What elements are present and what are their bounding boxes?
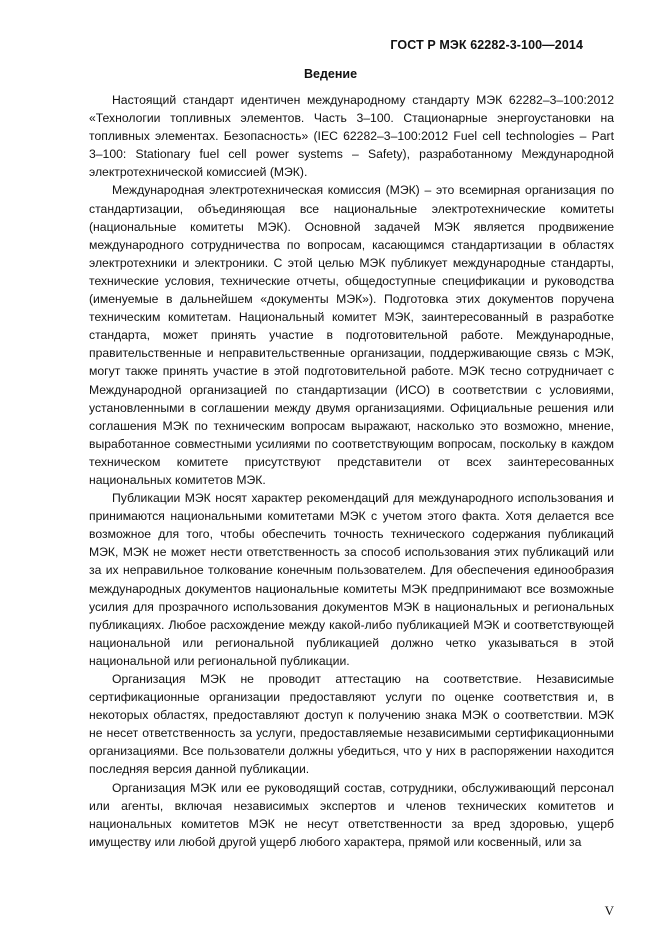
standard-code-header: ГОСТ Р МЭК 62282-3-100—2014 [390,38,583,52]
paragraph-iec-description: Международная электротехническая комиссия (МЭК) – это всемирная организация по стандартизации, объединяющая все национальные электротехнические комитеты (национальные комитеты МЭК). Основной задачей МЭК является продвижение международного сотрудничества по вопросам, касающимся стандартизации в областях электротехники и электроники. С этой целью МЭК публикует международные стандарты, технические условия, технические отчеты, общедоступные спецификации и руководства (именуемые в дальнейшем «документы МЭК»). Подготовка этих документов поручена техническим комитетам. Национальный комитет МЭК, заинтересованный в разработке стандарта, может принять участие в подготовительной работе. Международные, правительственные и неправительственные организации, поддерживающие связь с МЭК, могут также принять участие в этой подготовительной работе. МЭК тесно сотрудничает с Международной организацией по стандартизации (ИСО) в соответствии с условиями, установленными в соглашении между двумя организациями. Официальные решения или соглашения МЭК по техническим вопросам выражают, насколько это возможно, мнение, выработанное совместными усилиями по соответствующим вопросам, поскольку в каждом техническом комитете присутствуют представители от всех заинтересованных национальных комитетов МЭК. [89,183,614,487]
paragraph-liability: Организация МЭК или ее руководящий состав, сотрудники, обслуживающий персонал или агенты, включая независимых экспертов и членов технических комитетов и национальных комитетов МЭК не несут ответственности за вред здоровью, ущерб имуществу или любой другой ущерб любого характера, прямой или косвенный, или за [89,780,614,849]
section-title: Ведение [303,67,358,81]
paragraph-publications: Публикации МЭК носят характер рекомендаций для международного использования и принимаются национальными комитетами МЭК с учетом этого факта. Хотя делается все возможное для того, чтобы обеспечить точность технического содержания публикаций МЭК, МЭК не может нести ответственность за способ использования этих публикаций или за их неправильное толкование конечным пользователем. Для обеспечения единообразия международных документов национальные комитеты МЭК предпринимают все возможные усилия для прозрачного использования документов МЭК в национальных и региональных публикациях. Любое расхождение между какой-либо публикацией МЭК и соответствующей национальной или региональной публикацией должно четко указываться в этой национальной или региональной публикации. [89,491,614,668]
page-number: V [604,903,614,918]
paragraph-standard-identity: Настоящий стандарт идентичен международному стандарту МЭК 62282–3–100:2012 «Технологии топливных элементов. Часть 3–100. Стационарные энергоустановки на топливных элементах. Безопасность» (IEC 62282–3–100:2012 Fuel cell technologies – Part 3–100: Stationary fuel cell power systems – Safety), разработанному Международной электротехнической комиссией (МЭК). [89,93,614,180]
paragraph-attestation: Организация МЭК не проводит аттестацию на соответствие. Независимые сертификационные организации предоставляют услуги по оценке соответствия и, в некоторых областях, предоставляют доступ к получению знака МЭК о соответствии. МЭК не несет ответственность за услуги, предоставляемые независимыми сертификационными организациями. Все пользователи должны убедиться, что у них в распоряжении находится последняя версия данной публикации. [89,672,614,777]
body-text [89,91,614,851]
